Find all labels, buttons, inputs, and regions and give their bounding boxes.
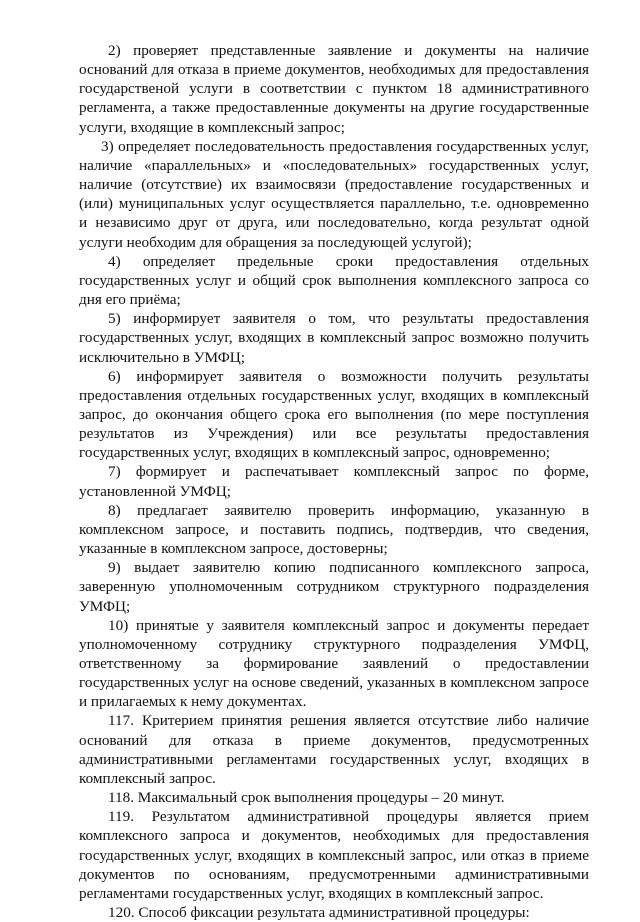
document-body — [79, 41, 589, 922]
paragraph-item-6: 6) информирует заявителя о возможности получить результаты предоставления отдельных государственных услуг, входящих в комплексный запрос, до окончания общего срока его выполнения (по мере поступления результатов из Учреждения) или все результаты предоставления государственных услуг, входящих в комплексный запрос, одновременно; — [79, 367, 589, 462]
paragraph-119: 119. Результатом административной процедуры является прием комплексного запроса и документов, необходимых для предоставления государственных услуг, входящих в комплексный запрос, или отказ в приеме документов по основаниям, предусмотренными административными регламентами государственных услуг, входящих в комплексный запрос. — [79, 808, 589, 902]
paragraph-120: 120. Способ фиксации результата административной процедуры: — [108, 904, 530, 922]
paragraph-item-4: 4) определяет предельные сроки предоставления отдельных государственных услуг и общий срок выполнения комплексного запроса со дня его приёма; — [79, 252, 589, 309]
paragraph-118: 118. Максимальный срок выполнения процедуры – 20 минут. — [108, 789, 505, 807]
paragraph-item-3: 3) определяет последовательность предоставления государственных услуг, наличие «параллельных» и «последовательных» государственных услуг, наличие (отсутствие) их взаимосвязи (предоставление государственных и (или) муниципальных услуг осуществляется параллельно, т.е. одновременно и независимо друг от друга, или последовательно, когда результат одной услуги необходим для обращения за последующей услугой); — [79, 137, 589, 251]
paragraph-item-7: 7) формирует и распечатывает комплексный запрос по форме, установленной УМФЦ; — [79, 463, 589, 500]
paragraph-item-10: 10) принятые у заявителя комплексный запрос и документы передает уполномоченному сотруднику структурного подразделения УМФЦ, ответственному за формирование заявлений о предоставлении государственных услуг на основе сведений, указанных в комплексном запросе и прилагаемых к нему документах. — [79, 616, 589, 711]
paragraph-item-9: 9) выдает заявителю копию подписанного комплексного запроса, заверенную уполномоченным сотрудником структурного подразделения УМФЦ; — [79, 559, 589, 615]
paragraph-item-8: 8) предлагает заявителю проверить информацию, указанную в комплексном запросе, и поставить подпись, подтвердив, что сведения, указанные в комплексном запросе, достоверны; — [79, 501, 589, 558]
paragraph-item-2: 2) проверяет представленные заявление и документы на наличие оснований для отказа в приеме документов, необходимых для предоставления государственой услуги в соответствии с пунктом 18 административного регламента, а также предоставленные документы на другие государственные услуги, входящие в комплексный запрос; — [79, 42, 589, 136]
paragraph-item-5: 5) информирует заявителя о том, что результаты предоставления государственных услуг, входящих в комплексный запрос возможно получить исключительно в УМФЦ; — [79, 310, 589, 366]
paragraph-117: 117. Критерием принятия решения является отсутствие либо наличие оснований для отказа в приеме документов, предусмотренных административными регламентами государственных услуг, входящих в комплексный запрос. — [79, 712, 589, 787]
